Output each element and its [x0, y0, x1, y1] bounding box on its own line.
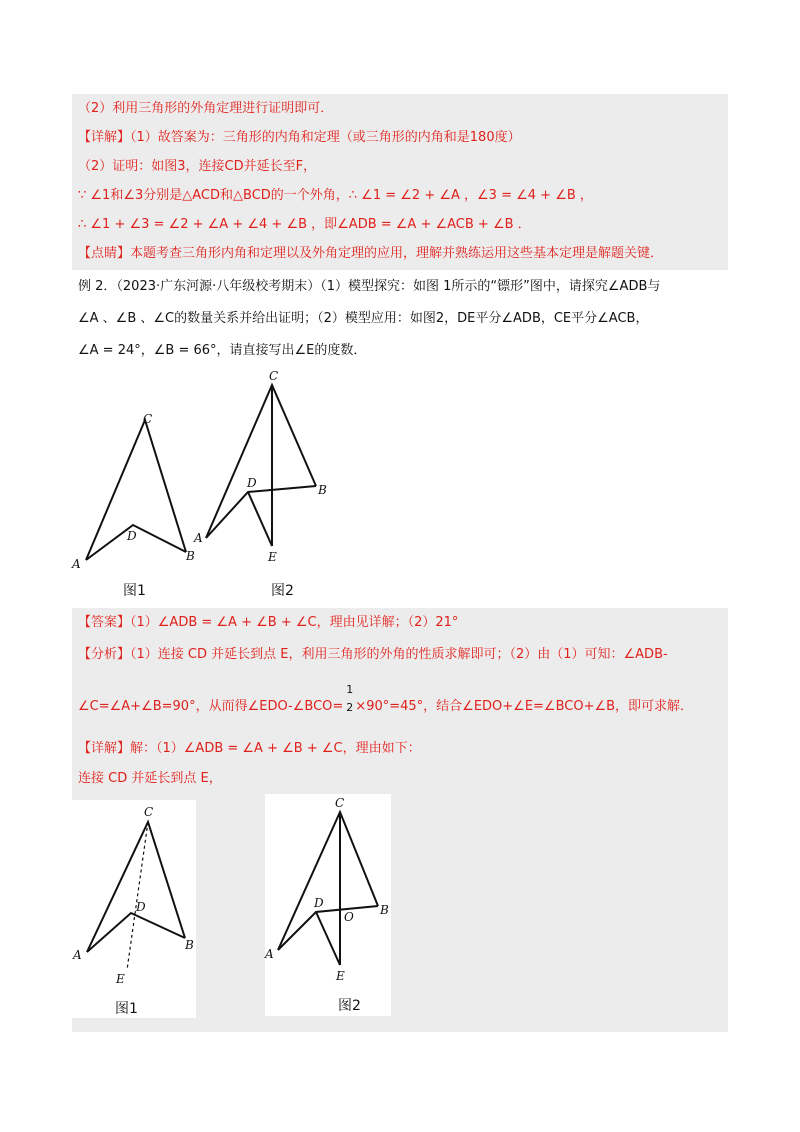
fig1-label-c: C [143, 412, 153, 426]
fig3-label-e: E [116, 972, 125, 986]
fig4-label-a: A [265, 947, 274, 961]
fig3-caption: 图1 [115, 1001, 138, 1017]
fig4-label-b: B [380, 903, 389, 917]
solution-line-4: ∵ ∠1和∠3分别是△ACD和△BCD的一个外角，∴ ∠1 = ∠2 + ∠A ，∠3 = ∠4 + ∠B ， [78, 188, 593, 203]
fig2-dart [206, 385, 316, 546]
fig1-label-d: D [127, 529, 137, 543]
detail-line-1: 【详解】解：（1）∠ADB = ∠A + ∠B + ∠C，理由如下： [78, 741, 421, 756]
figure-bottom [60, 790, 400, 1025]
fig3-label-d: D [136, 900, 146, 914]
fig2-caption: 图2 [271, 583, 294, 599]
fig2-label-d: D [247, 476, 257, 490]
example-line-3: ∠A = 24°，∠B = 66°，请直接写出∠E的度数． [78, 343, 367, 358]
fraction-half [343, 683, 355, 716]
analysis-line-1: 【分析】（1）连接 CD 并延长到点 E，利用三角形的外角的性质求解即可；（2）由（1）可知：∠ADB- [78, 647, 668, 662]
fig1-label-a: A [72, 557, 81, 571]
fig1-label-b: B [186, 549, 195, 563]
fig3-dart [87, 822, 185, 952]
answer-line: 【答案】（1）∠ADB = ∠A + ∠B + ∠C，理由见详解；（2）21° [78, 615, 459, 630]
solution-line-6: 【点睛】本题考查三角形内角和定理以及外角定理的应用，理解并熟练运用这些基本定理是解题关键． [78, 246, 664, 261]
example-line-2: ∠A 、∠B 、∠C的数量关系并给出证明；（2）模型应用：如图2，DE平分∠ADB，CE平分∠ACB， [78, 311, 649, 326]
fig2-label-c: C [269, 369, 279, 383]
fraction-denominator: 2 [346, 701, 354, 714]
solution-line-1: （2）利用三角形的外角定理进行证明即可． [78, 101, 334, 116]
fig1-caption: 图1 [123, 583, 146, 599]
fig2-label-e: E [268, 550, 277, 564]
analysis-line-2 [78, 683, 694, 716]
solution-line-2: 【详解】（1）故答案为：三角形的内角和定理（或三角形的内角和是180度） [78, 130, 521, 145]
fig4-caption: 图2 [338, 998, 361, 1014]
fig4-label-d: D [314, 896, 324, 910]
fig4-label-e: E [336, 969, 345, 983]
solution-line-3: （2）证明：如图3，连接CD并延长至F， [78, 159, 317, 174]
example-line-1: 例 2．（2023·广东河源·八年级校考期末）（1）模型探究：如图 1所示的“镖形”图中，请探究∠ADB与 [78, 279, 661, 294]
fig4-dart [278, 812, 378, 965]
fig4-label-o: O [344, 910, 354, 924]
solution-line-5: ∴ ∠1 + ∠3 = ∠2 + ∠A + ∠4 + ∠B ，即∠ADB = ∠A + ∠ACB + ∠B ． [78, 217, 531, 232]
fig2-label-b: B [318, 483, 327, 497]
analysis-line-2-head: ∠C=∠A+∠B=90°，从而得∠EDO-∠BCO= [78, 699, 344, 714]
fig3-label-b: B [185, 938, 194, 952]
detail-line-2: 连接 CD 并延长到点 E， [78, 771, 222, 786]
solution-block-1 [72, 94, 728, 270]
figure-top [60, 360, 380, 610]
fig3-label-a: A [73, 948, 82, 962]
fraction-numerator: 1 [346, 683, 354, 696]
fig3-label-c: C [144, 805, 154, 819]
fig2-label-a: A [194, 531, 203, 545]
fig4-label-c: C [335, 796, 345, 810]
analysis-line-2-tail: ×90°=45°，结合∠EDO+∠E=∠BCO+∠B，即可求解． [355, 699, 694, 714]
